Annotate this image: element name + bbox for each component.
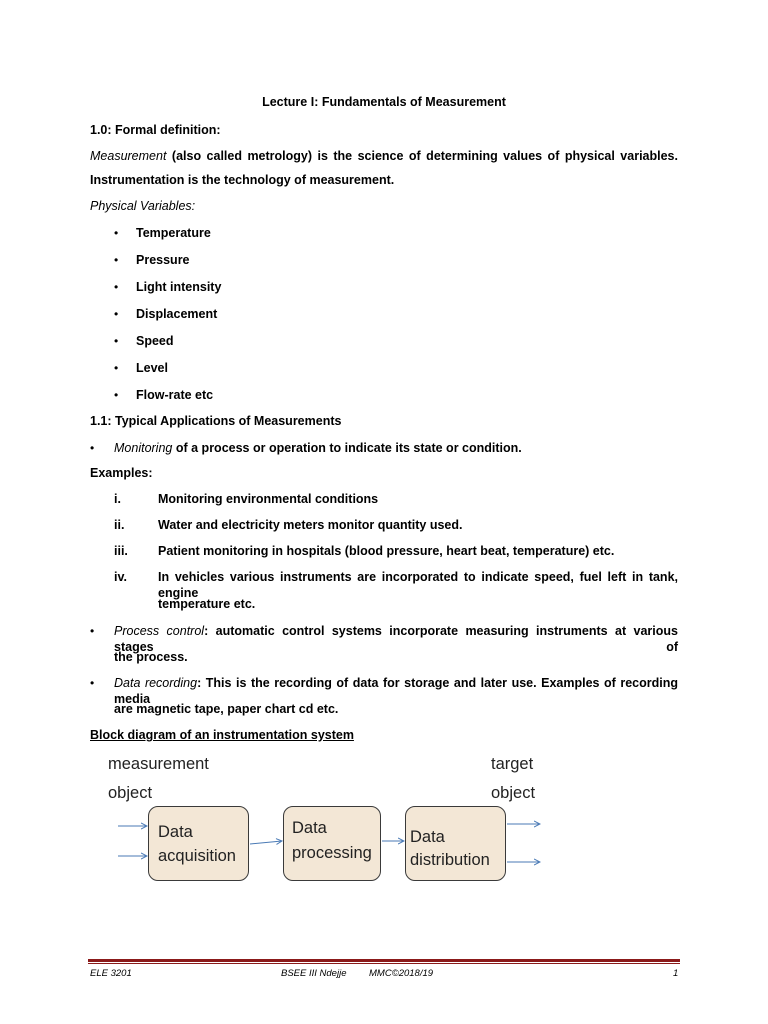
example-text: Patient monitoring in hospitals (blood pressure, heart beat, temperature) etc.	[158, 544, 615, 558]
monitoring-text: of a process or operation to indicate its state or condition.	[175, 441, 522, 455]
definition-term: Measurement	[90, 149, 167, 163]
block-label: processing	[292, 844, 372, 862]
footer-rule	[88, 959, 680, 962]
examples-label: Examples:	[90, 466, 153, 480]
definition-text: (also called metrology) is the science of determining values of physical variables.	[171, 149, 678, 163]
process-control-text-continued: the process.	[114, 650, 188, 664]
target-object-label: target	[491, 755, 534, 773]
section-heading-1-1: 1.1: Typical Applications of Measurements	[90, 414, 342, 428]
block-label: Data	[292, 819, 327, 837]
diagram-heading: Block diagram of an instrumentation system	[90, 728, 354, 742]
example-text-continued: temperature etc.	[158, 597, 256, 611]
example-number: i.	[114, 492, 121, 506]
list-item: Flow-rate etc	[136, 388, 214, 402]
example-number: ii.	[114, 518, 125, 532]
page-title: Lecture I: Fundamentals of Measurement	[262, 95, 506, 109]
footer-rule-thin	[88, 963, 680, 964]
bullet-icon: •	[90, 676, 95, 690]
bullet-icon: •	[114, 253, 119, 267]
bullet-icon: •	[114, 388, 119, 402]
block-label: Data	[410, 828, 445, 846]
data-recording-text: : This is the recording of data for storage and later use. Examples of recording media	[114, 676, 678, 706]
bullet-icon: •	[90, 624, 95, 638]
monitoring-term: Monitoring	[114, 441, 173, 455]
list-item: Light intensity	[136, 280, 222, 294]
target-object-label-2: object	[491, 784, 536, 802]
bullet-icon: •	[90, 441, 95, 455]
data-recording-term: Data recording	[114, 676, 198, 690]
list-item: Pressure	[136, 253, 190, 267]
footer-copyright: MMC©2018/19	[369, 968, 434, 979]
connector-arrow-1	[250, 841, 282, 844]
bullet-icon: •	[114, 361, 119, 375]
example-text: In vehicles various instruments are incorporated to indicate speed, fuel left in tank, engine	[158, 570, 678, 600]
example-number: iii.	[114, 544, 128, 558]
instrumentation-sentence: Instrumentation is the technology of measurement.	[90, 173, 395, 187]
footer-course: ELE 3201	[90, 968, 132, 979]
bullet-icon: •	[114, 280, 119, 294]
block-label: Data	[158, 823, 193, 841]
section-heading-1-0: 1.0: Formal definition:	[90, 123, 221, 137]
list-item: Displacement	[136, 307, 218, 321]
list-item: Temperature	[136, 226, 211, 240]
example-number: iv.	[114, 570, 127, 584]
bullet-icon: •	[114, 226, 119, 240]
example-text: Water and electricity meters monitor quantity used.	[158, 518, 463, 532]
block-label: distribution	[410, 851, 490, 869]
bullet-icon: •	[114, 334, 119, 348]
bullet-icon: •	[114, 307, 119, 321]
physical-variables-heading: Physical Variables:	[90, 199, 196, 213]
measurement-object-label: measurement	[108, 755, 209, 773]
list-item: Speed	[136, 334, 174, 348]
block-label: acquisition	[158, 847, 236, 865]
measurement-object-label-2: object	[108, 784, 153, 802]
process-control-term: Process control	[114, 624, 205, 638]
example-text: Monitoring environmental conditions	[158, 492, 379, 506]
footer-page-number: 1	[673, 968, 679, 979]
footer-program: BSEE III Ndejje	[281, 968, 347, 979]
data-recording-text-continued: are magnetic tape, paper chart cd etc.	[114, 702, 339, 716]
process-control-text: : automatic control systems incorporate measuring instruments at various stages of	[114, 624, 678, 654]
list-item: Level	[136, 361, 168, 375]
